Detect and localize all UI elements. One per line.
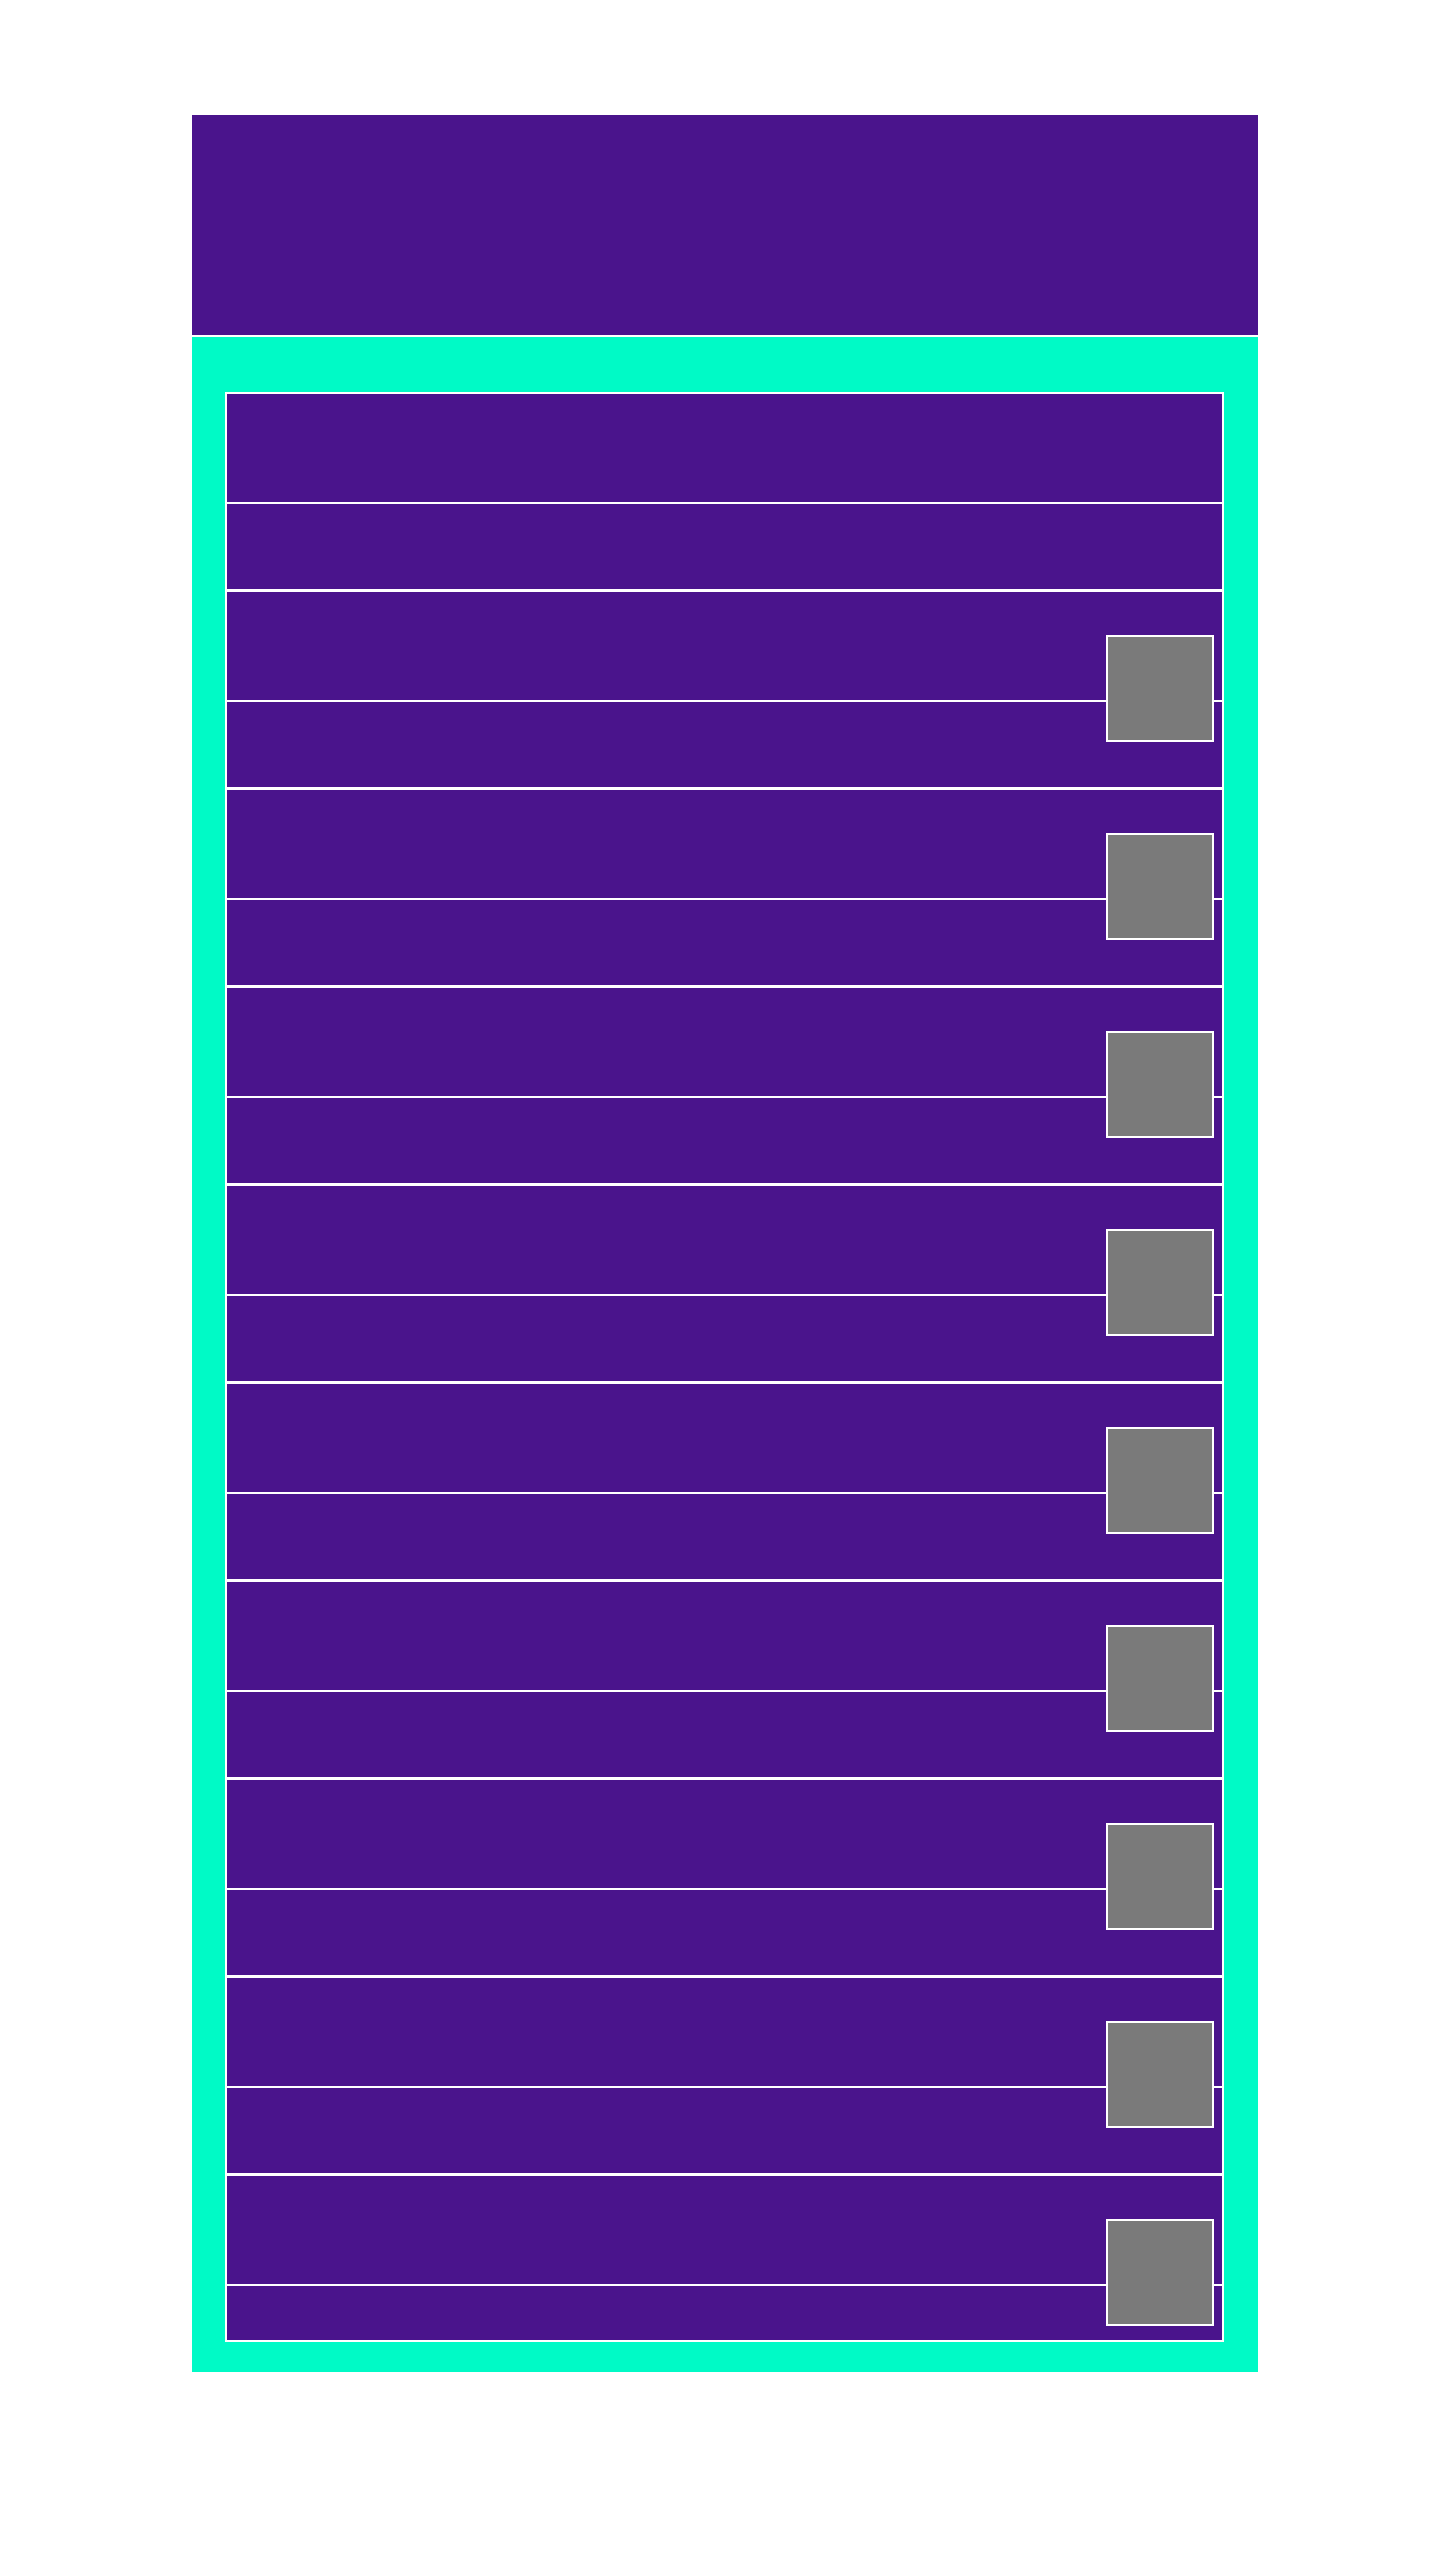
list-item-subtitle-area [227,900,1222,986]
list-item-title-area [227,1186,1222,1296]
app-header [192,115,1258,337]
list-item-title-area [227,1384,1222,1494]
image-thumbnail-icon[interactable] [1106,635,1214,742]
image-thumbnail-icon[interactable] [1106,2219,1214,2326]
list-item-subtitle-area [227,702,1222,788]
list-item[interactable] [227,2176,1222,2374]
list-item-title-area [227,1978,1222,2088]
image-thumbnail-icon[interactable] [1106,2021,1214,2128]
list-item-title-area [227,1780,1222,1890]
image-thumbnail-icon[interactable] [1106,833,1214,940]
list-frame [192,337,1258,2372]
list-item-subtitle-area [227,1692,1222,1778]
list-item-subtitle-area [227,2088,1222,2174]
list-item-subtitle-area [227,1890,1222,1976]
list-item-subtitle-area [227,1494,1222,1580]
image-thumbnail-icon[interactable] [1106,1625,1214,1732]
image-thumbnail-icon[interactable] [1106,1427,1214,1534]
image-thumbnail-icon[interactable] [1106,1823,1214,1930]
list-item[interactable] [227,394,1222,592]
list-item-title-area [227,592,1222,702]
list-item-title-area [227,988,1222,1098]
list-item-subtitle-area [227,2286,1222,2372]
list-item[interactable] [227,790,1222,988]
list-item-title-area [227,1582,1222,1692]
list-item[interactable] [227,592,1222,790]
list-item-subtitle-area [227,504,1222,590]
list-item-title-area [227,394,1222,504]
list-item[interactable] [227,1384,1222,1582]
list-item[interactable] [227,988,1222,1186]
list-item-subtitle-area [227,1098,1222,1184]
list-item-title-area [227,790,1222,900]
list-item-subtitle-area [227,1296,1222,1382]
list-item[interactable] [227,1186,1222,1384]
list-item[interactable] [227,1582,1222,1780]
item-list [225,392,1224,2342]
list-item-title-area [227,2176,1222,2286]
image-thumbnail-icon[interactable] [1106,1229,1214,1336]
list-item[interactable] [227,1780,1222,1978]
list-item[interactable] [227,1978,1222,2176]
image-thumbnail-icon[interactable] [1106,1031,1214,1138]
